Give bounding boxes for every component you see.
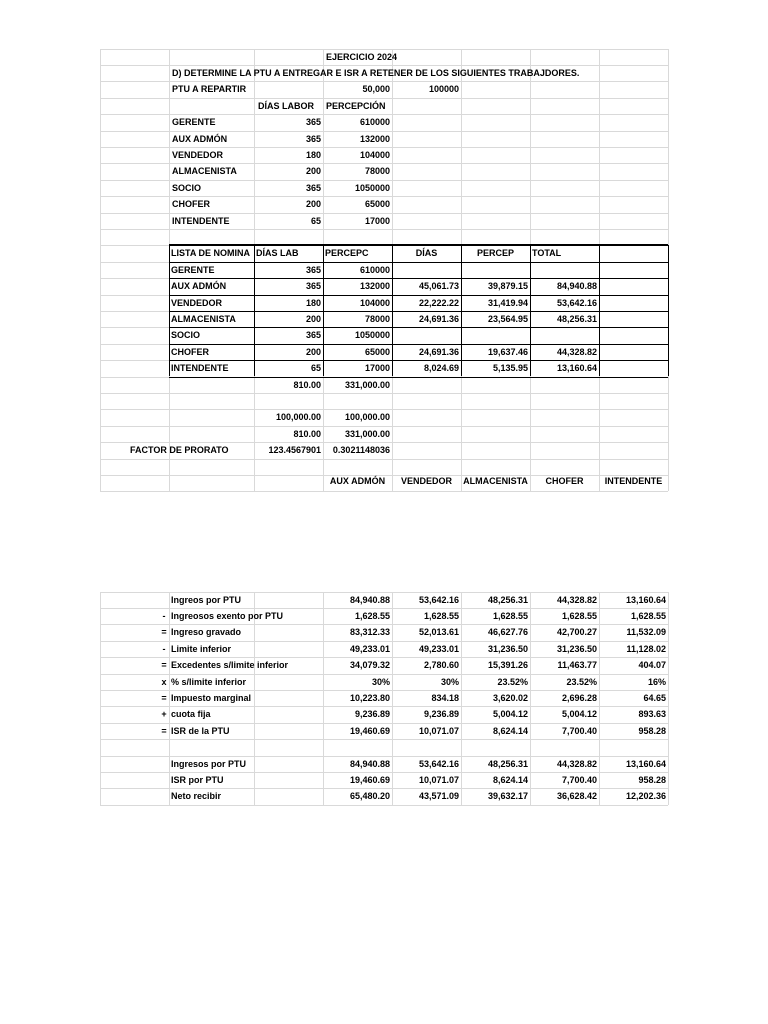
table-row-name: AUX ADMÓN xyxy=(171,281,227,292)
employee-perception: 78000 xyxy=(364,166,390,177)
table-row-days: 365 xyxy=(305,264,321,275)
table-row-name: VENDEDOR xyxy=(171,297,223,308)
isr-value: 48,256.31 xyxy=(487,594,528,605)
operation-sign: = xyxy=(161,660,167,671)
worker-header: VENDEDOR xyxy=(400,475,452,486)
isr-row-label: cuota fija xyxy=(171,709,211,720)
isr-value: 52,013.61 xyxy=(418,627,459,638)
isr-value: 7,700.40 xyxy=(561,725,597,736)
table-row-perception: 65000 xyxy=(364,346,390,357)
summary-value: 19,460.69 xyxy=(349,774,390,785)
table-row-days: 65 xyxy=(310,363,321,374)
grid-line xyxy=(100,393,668,394)
summary-value: 36,628.42 xyxy=(556,791,597,802)
table-row-ptu-days: 22,222.22 xyxy=(418,297,459,308)
divisor-days: 810.00 xyxy=(293,428,321,439)
column-header: PERCEP xyxy=(476,248,514,259)
isr-value: 10,223.80 xyxy=(349,692,390,703)
table-row-name: CHOFER xyxy=(171,346,209,357)
isr-value: 11,532.09 xyxy=(626,627,666,638)
isr-value: 53,642.16 xyxy=(418,594,459,605)
employee-perception: 610000 xyxy=(359,117,390,128)
table-row-ptu-perception: 19,637.46 xyxy=(487,346,528,357)
employee-name: ALMACENISTA xyxy=(172,166,237,177)
column-header: TOTAL xyxy=(532,248,562,259)
isr-row-label: ISR de la PTU xyxy=(171,725,230,736)
operation-sign: x xyxy=(161,676,167,687)
summary-value: 48,256.31 xyxy=(487,758,528,769)
grid-line xyxy=(100,491,668,492)
isr-value: 893.63 xyxy=(638,709,666,720)
operation-sign: - xyxy=(162,643,166,654)
ptu-half-days: 100,000.00 xyxy=(275,412,321,423)
employee-name: GERENTE xyxy=(172,117,216,128)
table-row-total xyxy=(530,327,599,343)
employee-name: INTENDENTE xyxy=(172,215,230,226)
grid-line xyxy=(100,229,668,230)
isr-value: 13,160.64 xyxy=(625,594,666,605)
table-row-ptu-perception: 31,419.94 xyxy=(487,297,528,308)
operation-sign: + xyxy=(161,709,167,720)
summary-value: 13,160.64 xyxy=(625,758,666,769)
table-row-perception: 104000 xyxy=(359,297,390,308)
employee-name: SOCIO xyxy=(172,182,202,193)
table-row-days: 200 xyxy=(305,346,321,357)
isr-value: 31,236.50 xyxy=(556,643,597,654)
table-row-total xyxy=(530,262,599,278)
employee-name: AUX ADMÓN xyxy=(172,133,228,144)
table-row-days: 365 xyxy=(305,330,321,341)
table-row-days: 200 xyxy=(305,313,321,324)
employee-name: VENDEDOR xyxy=(172,149,224,160)
table-border xyxy=(599,245,600,376)
sum-days: 810.00 xyxy=(293,379,321,390)
sum-perception: 331,000.00 xyxy=(344,379,390,390)
grid-line xyxy=(100,739,668,740)
col-percepcion: PERCEPCIÓN xyxy=(326,100,386,111)
table-row-total: 53,642.16 xyxy=(556,297,597,308)
table-border xyxy=(169,377,668,378)
table-row-ptu-days xyxy=(392,327,461,343)
isr-row-label: Impuesto marginal xyxy=(171,692,252,703)
worker-header: CHOFER xyxy=(545,475,584,486)
isr-value: 31,236.50 xyxy=(487,643,528,654)
factor-days: 123.4567901 xyxy=(268,445,321,456)
summary-value: 39,632.17 xyxy=(487,791,528,802)
table-row-ptu-days: 24,691.36 xyxy=(418,346,459,357)
grid-line xyxy=(100,592,101,805)
isr-value: 11,463.77 xyxy=(557,660,597,671)
table-row-perception: 132000 xyxy=(359,281,390,292)
grid-line xyxy=(668,592,669,805)
isr-value: 44,328.82 xyxy=(556,594,597,605)
isr-value: 404.07 xyxy=(638,660,666,671)
table-row-total: 84,940.88 xyxy=(556,281,597,292)
employee-days: 200 xyxy=(305,166,321,177)
worker-header: ALMACENISTA xyxy=(463,475,528,486)
table-row-ptu-perception: 39,879.15 xyxy=(487,281,528,292)
isr-value: 23.52% xyxy=(497,676,528,687)
isr-value: 3,620.02 xyxy=(492,692,528,703)
operation-sign: - xyxy=(162,610,166,621)
isr-row-label: Ingreosos exento por PTU xyxy=(171,610,284,621)
isr-value: 1,628.55 xyxy=(492,610,528,621)
ptu-half-perception: 100,000.00 xyxy=(344,412,390,423)
employee-days: 365 xyxy=(305,182,321,193)
isr-value: 8,624.14 xyxy=(492,725,528,736)
column-header: DÍAS xyxy=(415,248,438,259)
summary-value: 12,202.36 xyxy=(625,791,666,802)
factor-label: FACTOR DE PRORATO xyxy=(130,445,229,456)
isr-value: 5,004.12 xyxy=(561,709,597,720)
summary-label: Neto recibir xyxy=(171,791,222,802)
table-row-perception: 1050000 xyxy=(354,330,390,341)
instruction-text: D) DETERMINE LA PTU A ENTREGAR E ISR A RETENER DE LOS SIGUIENTES TRABAJDORES. xyxy=(172,67,580,78)
operation-sign: = xyxy=(161,725,167,736)
summary-value: 8,624.14 xyxy=(492,774,528,785)
employee-perception: 132000 xyxy=(359,133,390,144)
exercise-title: EJERCICIO 2024 xyxy=(326,51,398,62)
isr-row-label: Ingreso gravado xyxy=(171,627,242,638)
isr-value: 11,128.02 xyxy=(626,643,666,654)
isr-value: 1,628.55 xyxy=(423,610,459,621)
summary-label: Ingresos por PTU xyxy=(171,758,247,769)
isr-value: 23.52% xyxy=(566,676,597,687)
isr-value: 84,940.88 xyxy=(349,594,390,605)
table-row-total: 48,256.31 xyxy=(556,313,597,324)
summary-value: 7,700.40 xyxy=(561,774,597,785)
isr-value: 1,628.55 xyxy=(354,610,390,621)
table-row-name: GERENTE xyxy=(171,264,215,275)
employee-days: 180 xyxy=(305,149,321,160)
isr-value: 5,004.12 xyxy=(492,709,528,720)
table-row-ptu-days: 24,691.36 xyxy=(418,313,459,324)
column-header: LISTA DE NOMINA xyxy=(171,248,250,259)
isr-value: 9,236.89 xyxy=(423,709,459,720)
isr-value: 10,071.07 xyxy=(418,725,459,736)
worker-header: INTENDENTE xyxy=(604,475,663,486)
ptu-value-b: 100000 xyxy=(428,84,459,95)
table-row-days: 365 xyxy=(305,281,321,292)
grid-line xyxy=(100,459,668,460)
table-row-total: 13,160.64 xyxy=(556,363,597,374)
isr-value: 1,628.55 xyxy=(561,610,597,621)
table-row-ptu-days: 45,061.73 xyxy=(418,281,459,292)
summary-value: 65,480.20 xyxy=(349,791,390,802)
column-header: DÍAS LAB xyxy=(256,248,299,259)
isr-value: 834.18 xyxy=(431,692,459,703)
employee-perception: 65000 xyxy=(364,199,390,210)
table-row-perception: 78000 xyxy=(364,313,390,324)
col-dias-labor: DÍAS LABOR xyxy=(258,100,314,111)
isr-row-label: % s/limite inferior xyxy=(171,676,247,687)
isr-value: 9,236.89 xyxy=(354,709,390,720)
isr-value: 15,391.26 xyxy=(487,660,528,671)
employee-days: 365 xyxy=(305,117,321,128)
operation-sign: = xyxy=(161,627,167,638)
factor-perception: 0.3021148036 xyxy=(332,445,390,456)
column-header: PERCEPC xyxy=(325,248,369,259)
isr-value: 34,079.32 xyxy=(349,660,390,671)
isr-value: 30% xyxy=(440,676,459,687)
divisor-perception: 331,000.00 xyxy=(344,428,390,439)
isr-value: 30% xyxy=(371,676,390,687)
isr-value: 19,460.69 xyxy=(349,725,390,736)
summary-label: ISR por PTU xyxy=(171,774,224,785)
table-row-name: SOCIO xyxy=(171,330,201,341)
isr-value: 64.65 xyxy=(643,692,666,703)
summary-value: 43,571.09 xyxy=(418,791,459,802)
isr-value: 42,700.27 xyxy=(556,627,597,638)
employee-days: 65 xyxy=(310,215,321,226)
table-row-perception: 17000 xyxy=(364,363,390,374)
summary-value: 44,328.82 xyxy=(556,758,597,769)
summary-value: 53,642.16 xyxy=(418,758,459,769)
operation-sign: = xyxy=(161,692,167,703)
isr-value: 46,627.76 xyxy=(487,627,528,638)
summary-value: 10,071.07 xyxy=(418,774,459,785)
isr-value: 16% xyxy=(647,676,666,687)
isr-value: 2,696.28 xyxy=(561,692,597,703)
isr-row-label: Limite inferior xyxy=(171,643,232,654)
worker-header: AUX ADMÓN xyxy=(329,475,386,486)
summary-value: 84,940.88 xyxy=(349,758,390,769)
table-row-perception: 610000 xyxy=(359,264,390,275)
employee-perception: 104000 xyxy=(359,149,390,160)
isr-value: 1,628.55 xyxy=(630,610,666,621)
isr-row-label: Ingreos por PTU xyxy=(171,594,242,605)
table-row-ptu-perception: 5,135.95 xyxy=(492,363,528,374)
table-row-total: 44,328.82 xyxy=(556,346,597,357)
isr-value: 83,312.33 xyxy=(349,627,390,638)
table-row-name: ALMACENISTA xyxy=(171,313,236,324)
ptu-value-a: 50,000 xyxy=(362,84,390,95)
table-row-ptu-perception xyxy=(461,327,530,343)
table-row-days: 180 xyxy=(305,297,321,308)
employee-days: 200 xyxy=(305,199,321,210)
isr-value: 49,233.01 xyxy=(349,643,390,654)
employee-name: CHOFER xyxy=(172,199,210,210)
table-row-ptu-days xyxy=(392,262,461,278)
table-row-ptu-days: 8,024.69 xyxy=(423,363,459,374)
isr-row-label: Excedentes s/limite inferior xyxy=(171,660,289,671)
ptu-label: PTU A REPARTIR xyxy=(172,84,247,95)
isr-value: 2,780.60 xyxy=(423,660,459,671)
table-row-ptu-perception xyxy=(461,262,530,278)
summary-value: 958.28 xyxy=(638,774,666,785)
isr-value: 49,233.01 xyxy=(418,643,459,654)
employee-days: 365 xyxy=(305,133,321,144)
table-row-ptu-perception: 23,564.95 xyxy=(487,313,528,324)
employee-perception: 17000 xyxy=(364,215,390,226)
grid-line xyxy=(100,49,101,492)
grid-line xyxy=(100,805,668,806)
table-row-name: INTENDENTE xyxy=(171,363,229,374)
table-border xyxy=(668,245,669,376)
isr-value: 958.28 xyxy=(638,725,666,736)
employee-perception: 1050000 xyxy=(354,182,390,193)
